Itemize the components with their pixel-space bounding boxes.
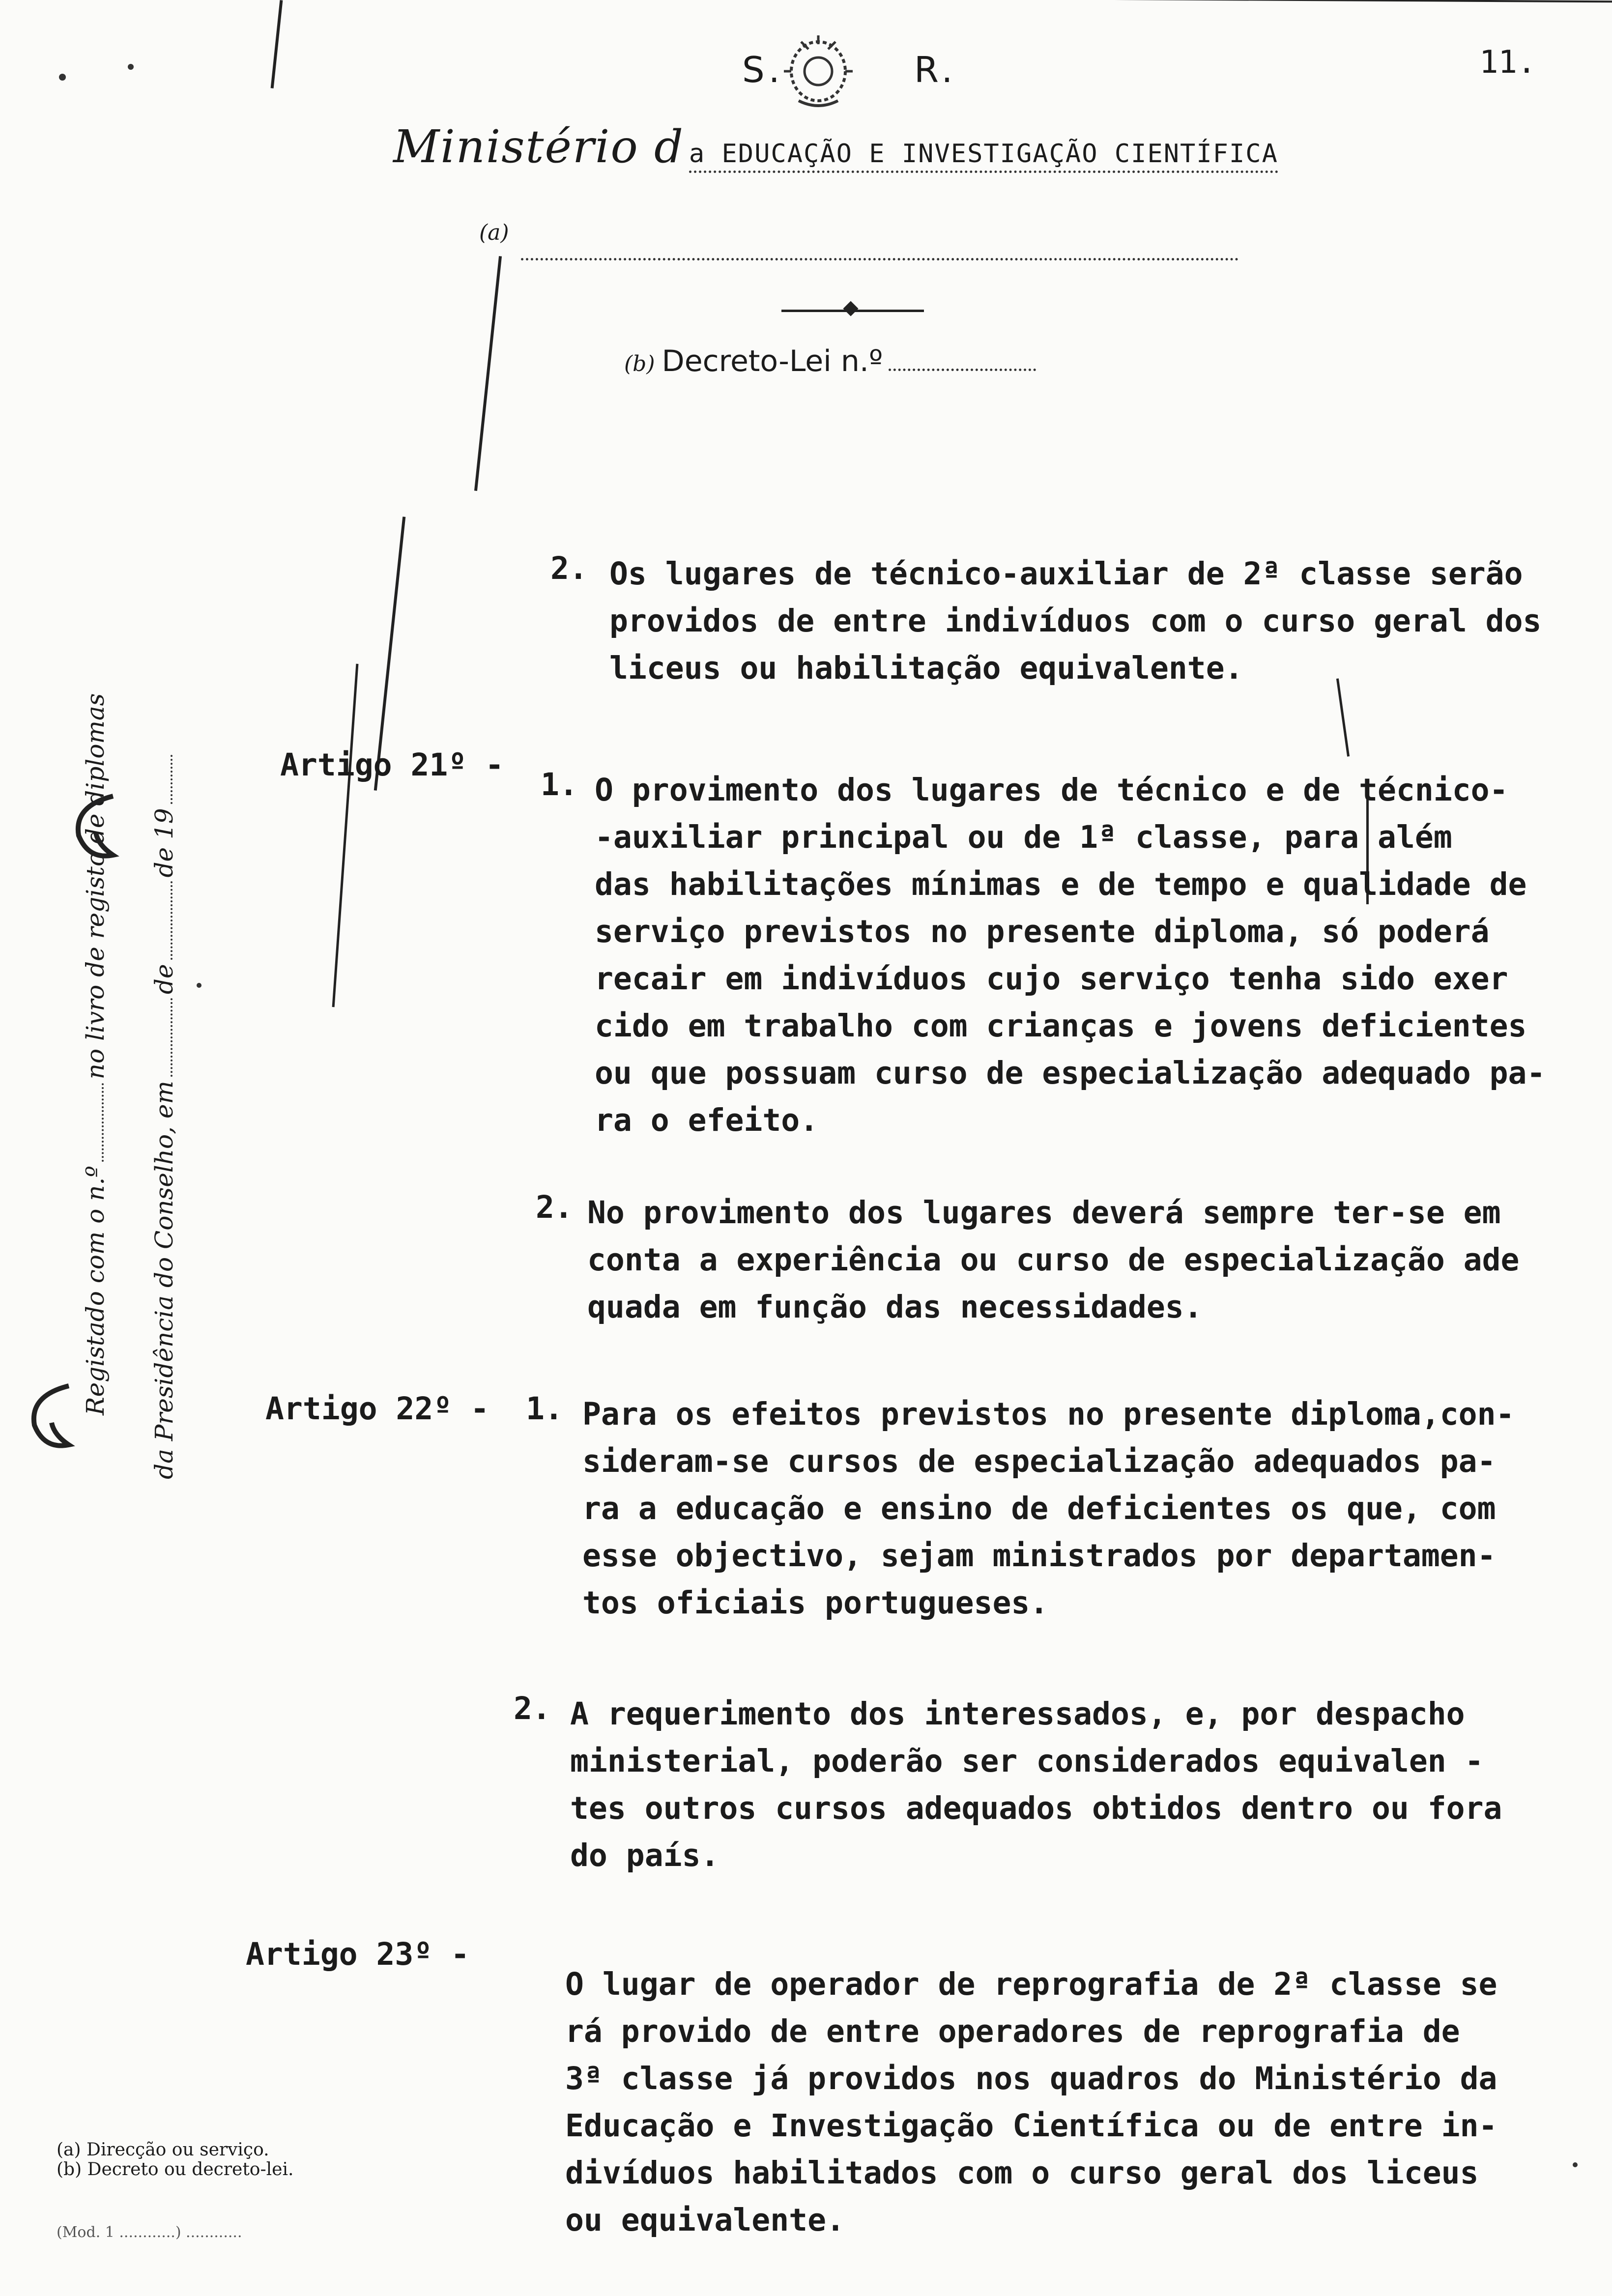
margin-flourish-icon (69, 786, 123, 865)
paragraph-number: 2. (536, 1189, 573, 1225)
margin-blank (171, 998, 173, 1077)
article-21-2 (587, 1189, 1519, 1331)
article-22-1 (582, 1391, 1514, 1627)
margin-flourish-icon (25, 1376, 79, 1455)
field-a-blank (521, 258, 1238, 260)
scan-speck (128, 64, 134, 70)
article-21-1 (595, 767, 1545, 1144)
scan-speck (197, 983, 202, 988)
scan-artifact-line (474, 256, 502, 491)
scan-artifact-line (271, 0, 283, 88)
footnote-a: (a) Direcção ou serviço. (57, 2140, 269, 2160)
text-line: tos oficiais portugueses. (582, 1585, 1049, 1621)
text-line: cido em trabalho com crianças e jovens deficientes (595, 1008, 1527, 1044)
text-line: O provimento dos lugares de técnico e de técnico- (595, 772, 1508, 808)
text-line: ou equivalente. (565, 2202, 845, 2238)
text-line: conta a experiência ou curso de especialização ade (587, 1242, 1520, 1278)
margin-council-label: da Presidência do Conselho, em (150, 1081, 178, 1479)
text-line: -auxiliar principal ou de 1ª classe, para além (595, 819, 1452, 855)
text-line: Educação e Investigação Científica ou de entre in- (565, 2108, 1497, 2144)
text-line: quada em função das necessidades. (587, 1289, 1203, 1325)
field-label-a: (a) (479, 220, 509, 245)
margin-registration-line-2 (150, 751, 178, 1479)
scan-artifact-line (752, 0, 1612, 6)
footnotes (57, 2140, 293, 2180)
coat-of-arms-icon (772, 29, 865, 113)
field-label-b: (b) (624, 351, 655, 376)
text-line: O lugar de operador de reprografia de 2ª classe se (565, 1966, 1497, 2002)
article-22-heading: Artigo 22º - (265, 1391, 489, 1427)
decree-number-blank (889, 369, 1036, 371)
margin-registered-label: Registado com o n.º (81, 1166, 110, 1415)
paragraph-number: 1. (541, 767, 578, 803)
form-model-note: (Mod. 1 ............) ............ (57, 2224, 242, 2241)
decree-line (624, 344, 1036, 378)
text-line: ministerial, poderão ser considerados equivalen - (570, 1743, 1484, 1779)
ministry-name: a EDUCAÇÃO E INVESTIGAÇÃO CIENTÍFICA (689, 139, 1278, 173)
text-line: serviço previstos no presente diploma, só poderá (595, 914, 1490, 949)
text-line: Os lugares de técnico-auxiliar de 2ª classe serão (609, 556, 1523, 592)
article-21-heading: Artigo 21º - (280, 747, 504, 783)
text-line: No provimento dos lugares deverá sempre ter-se em (587, 1195, 1501, 1231)
margin-blank (102, 1083, 104, 1162)
header-letter-r: R. (914, 49, 957, 90)
paragraph-number: 2. (514, 1691, 551, 1726)
paragraph-number: 1. (526, 1391, 563, 1427)
ministry-script-prefix: Ministério d (393, 120, 684, 173)
text-line: rá provido de entre operadores de reprografia de (565, 2013, 1460, 2049)
decree-label: Decreto-Lei n.º (662, 344, 883, 378)
paragraph-20-2 (609, 550, 1541, 692)
header-letter-s: S. (742, 49, 784, 90)
text-line: ou que possuam curso de especialização adequado pa- (595, 1055, 1546, 1091)
text-line: ra o efeito. (595, 1102, 819, 1138)
margin-year-label: de 19 (150, 808, 178, 878)
text-line: recair em indivíduos cujo serviço tenha sido exer (595, 961, 1508, 997)
margin-blank (171, 755, 173, 804)
divider-diamond-icon (843, 301, 858, 316)
text-line: providos de entre indivíduos com o curso geral dos (609, 603, 1542, 639)
article-22-2 (570, 1691, 1502, 1879)
ministry-heading (393, 120, 1278, 173)
text-line: liceus ou habilitação equivalente. (609, 650, 1243, 686)
margin-de-label: de (150, 964, 178, 995)
scan-artifact-line (332, 664, 359, 1007)
footnote-b: (b) Decreto ou decreto-lei. (57, 2159, 294, 2180)
scan-speck (1573, 2162, 1578, 2167)
text-line: sideram-se cursos de especialização adequados pa- (582, 1443, 1496, 1479)
paragraph-number: 2. (550, 550, 588, 586)
text-line: das habilitações mínimas e de tempo e qualidade de (595, 866, 1527, 902)
margin-blank (171, 882, 173, 960)
scan-speck (59, 74, 66, 81)
text-line: esse objectivo, sejam ministrados por departamen- (582, 1538, 1496, 1574)
article-23-heading: Artigo 23º - (246, 1936, 470, 1972)
text-line: 3ª classe já providos nos quadros do Ministério da (565, 2061, 1497, 2096)
text-line: tes outros cursos adequados obtidos dentro ou fora (570, 1790, 1502, 1826)
page-number: 11. (1479, 44, 1536, 81)
text-line: divíduos habilitados com o curso geral dos liceus (565, 2155, 1479, 2191)
text-line: do país. (570, 1837, 720, 1873)
margin-book-label: no livro de registo de diplomas (81, 693, 110, 1080)
text-line: Para os efeitos previstos no presente diploma,con- (582, 1396, 1515, 1432)
text-line: A requerimento dos interessados, e, por despacho (570, 1696, 1465, 1732)
article-23 (565, 1961, 1497, 2244)
text-line: ra a educação e ensino de deficientes os que, com (582, 1491, 1496, 1526)
